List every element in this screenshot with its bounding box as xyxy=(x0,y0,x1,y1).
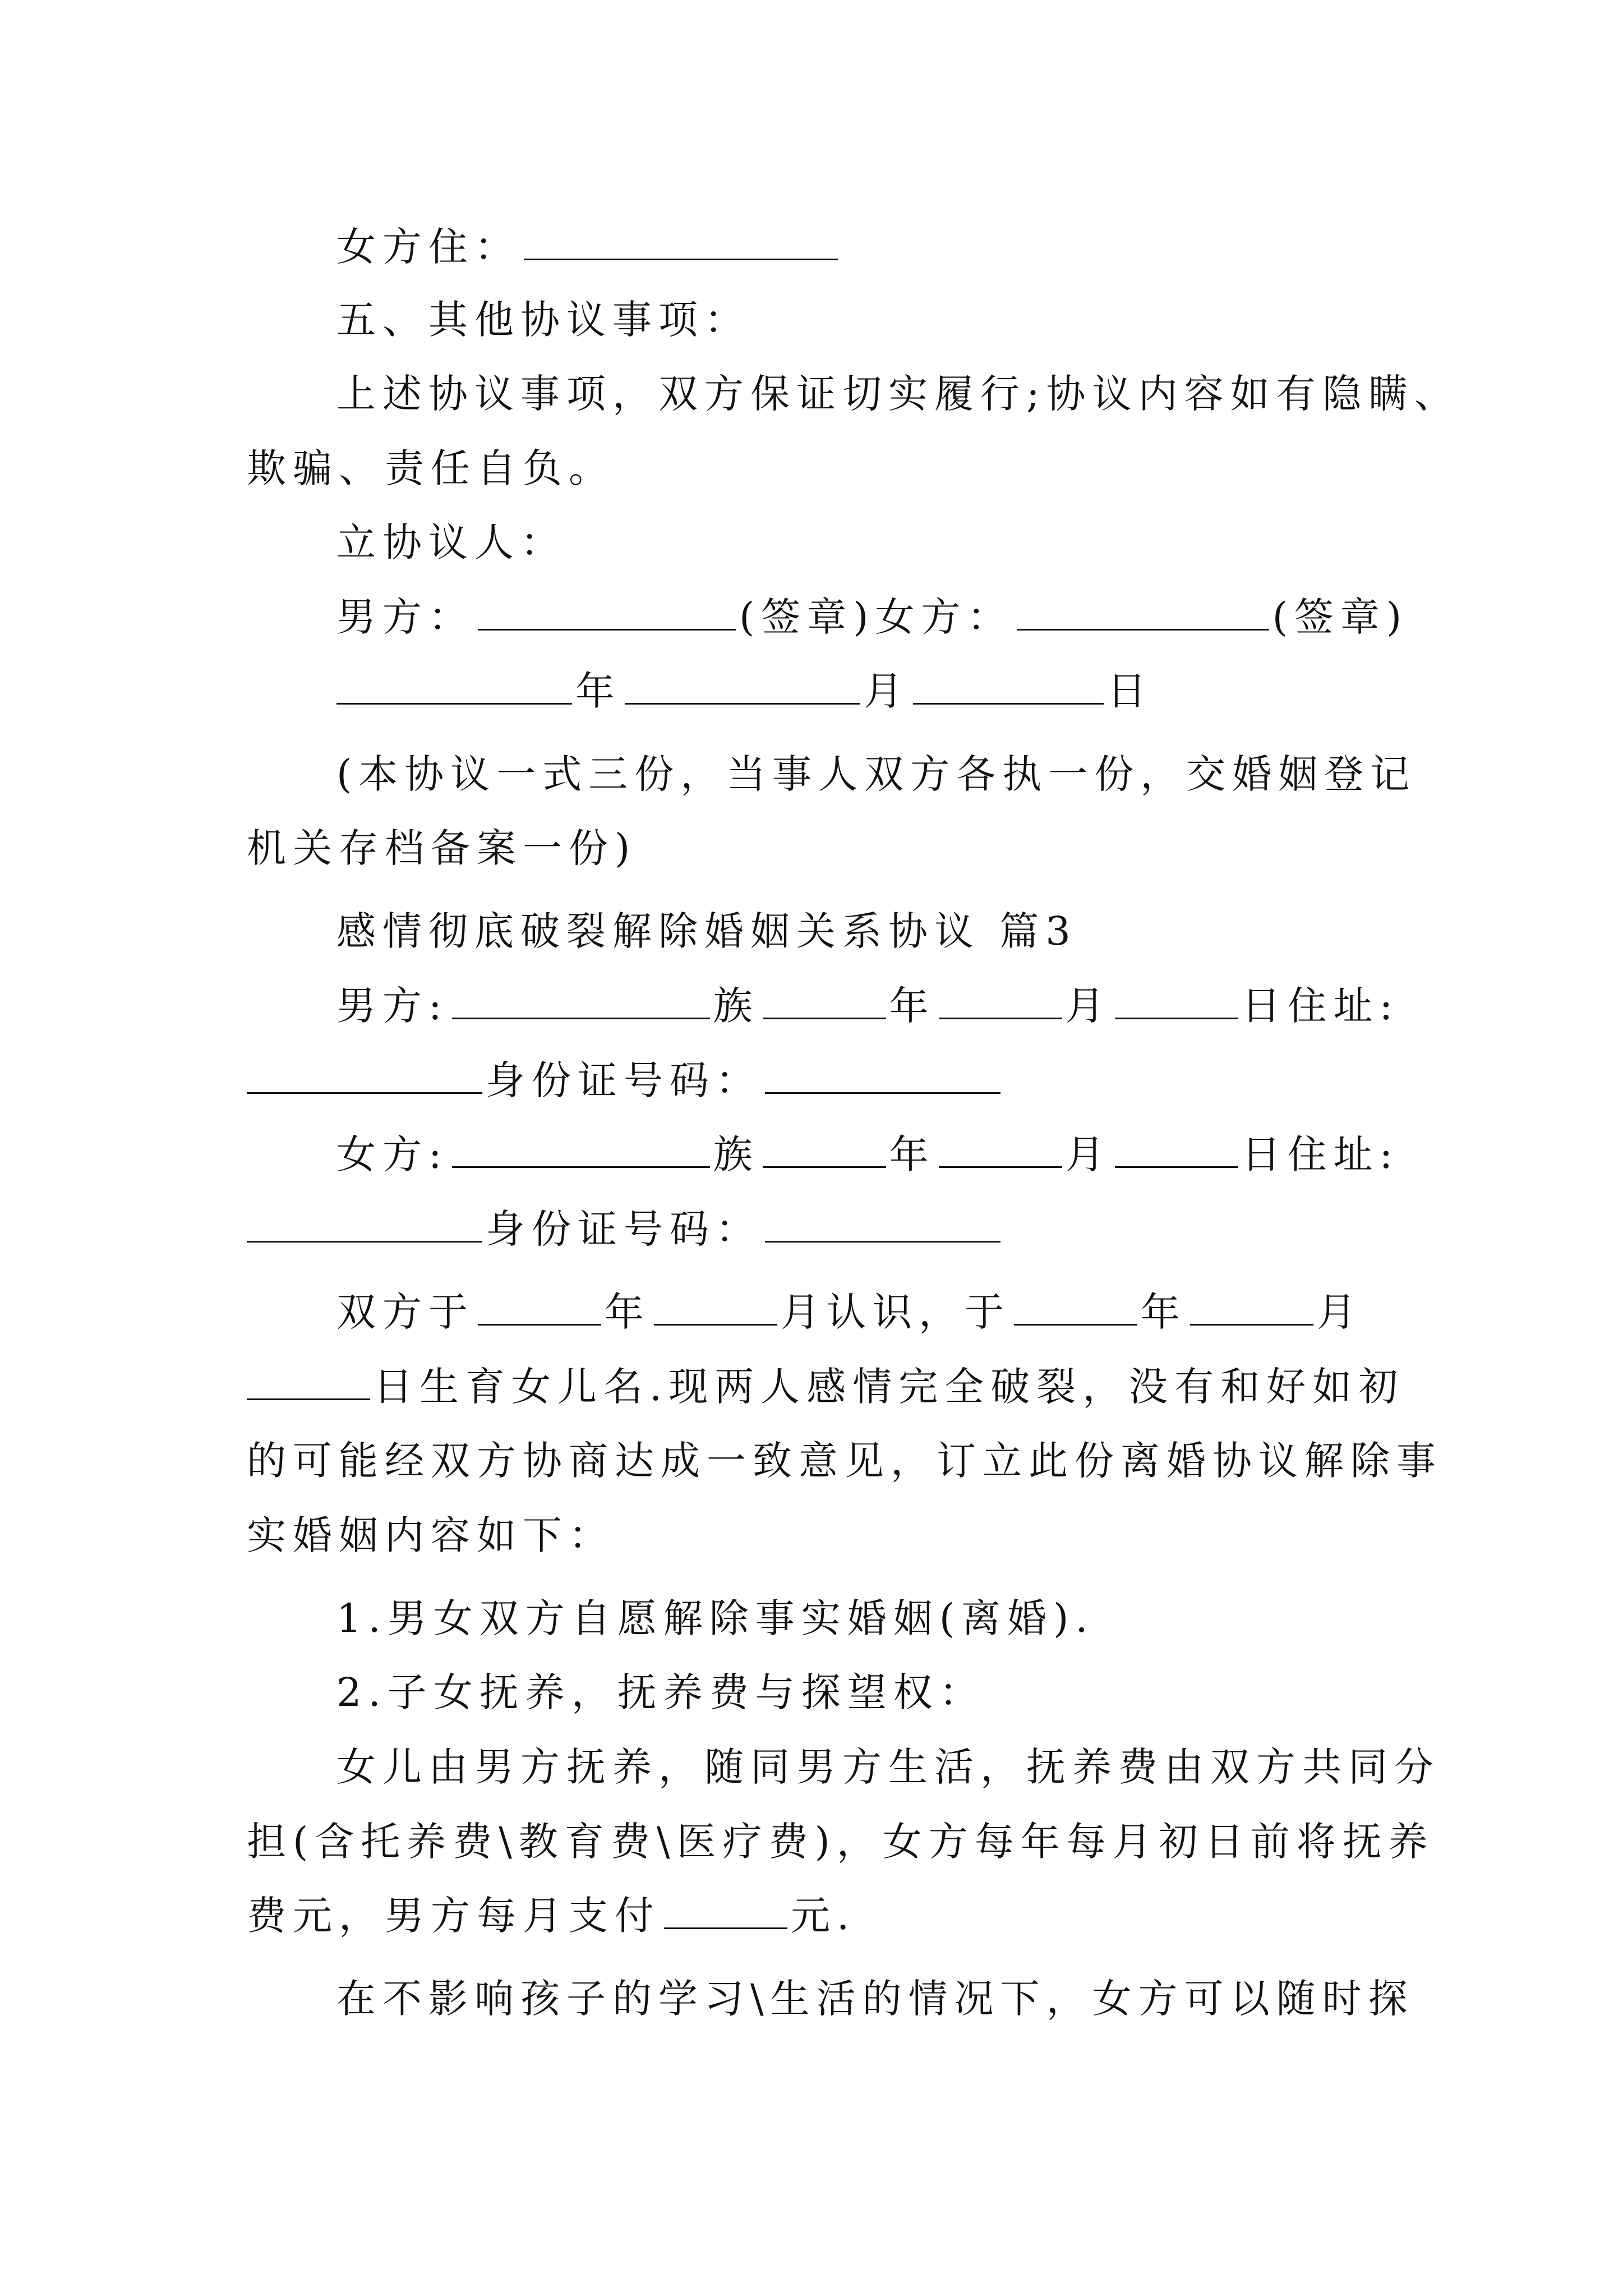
paragraph-line: 实婚姻内容如下： xyxy=(247,1512,615,1558)
text-span: 双方于 xyxy=(336,1289,474,1335)
text-span: 费元，男方每月支付 xyxy=(247,1893,661,1939)
text-span: 月认识，于 xyxy=(781,1289,1011,1335)
month-label: 月 xyxy=(1065,1131,1112,1177)
paragraph-line: 上述协议事项，双方保证切实履行;协议内容如有隐瞒、 xyxy=(336,371,1460,417)
month-label: 月 xyxy=(1317,1289,1363,1335)
female-signature-blank xyxy=(1017,594,1269,631)
day-blank xyxy=(913,668,1104,705)
paragraph-line: 机关存档备案一份) xyxy=(247,825,637,871)
male-label: 男方: xyxy=(336,983,449,1029)
female-label: 女方: xyxy=(336,1131,449,1177)
month-label: 月 xyxy=(1065,983,1112,1029)
year-label: 年 xyxy=(1141,1289,1187,1335)
section-five-heading: 五、其他协议事项： xyxy=(336,297,750,343)
id-number-label: 身份证号码： xyxy=(486,1206,762,1252)
year-label: 年 xyxy=(605,1289,651,1335)
paragraph-line: 的可能经双方协商达成一致意见，订立此份离婚协议解除事 xyxy=(247,1438,1442,1484)
year-blank xyxy=(478,1289,601,1326)
ethnicity-label: 族 xyxy=(713,1131,759,1177)
amount-blank xyxy=(664,1893,787,1929)
female-address-blank xyxy=(524,224,838,260)
year-blank xyxy=(939,1131,1062,1168)
paragraph-line: 欺骗、责任自负。 xyxy=(247,445,615,491)
male-signature-blank xyxy=(478,594,736,631)
paragraph-line xyxy=(247,1359,1405,1415)
year-label: 年 xyxy=(889,1131,935,1177)
seal-label: (签章) xyxy=(1272,594,1409,640)
address-label: 日住址: xyxy=(1241,1131,1400,1177)
clause-two: 2.子女抚养，抚养费与探望权： xyxy=(336,1669,985,1715)
agreement-title: 感情彻底破裂解除婚姻关系协议 篇3 xyxy=(336,908,1077,954)
month-label: 月 xyxy=(864,668,910,714)
month-blank xyxy=(1190,1289,1313,1326)
year-blank xyxy=(336,668,572,705)
text-span: 元. xyxy=(791,1893,856,1939)
female-id-line xyxy=(247,1201,1391,1257)
paragraph-line: 担(含托养费\教育费\医疗费)，女方每年每月初日前将抚养 xyxy=(247,1819,1435,1865)
male-info-line xyxy=(336,978,1481,1034)
paragraph-line: 在不影响孩子的学习\生活的情况下，女方可以随时探 xyxy=(336,1976,1414,2022)
paragraph-line: (本协议一式三份，当事人双方各执一份，交婚姻登记 xyxy=(336,751,1417,797)
signatories-label: 立协议人： xyxy=(336,519,566,565)
year-blank xyxy=(939,983,1062,1019)
address-label: 日住址: xyxy=(1241,983,1400,1029)
month-blank xyxy=(625,668,860,705)
female-address-label: 女方住： xyxy=(336,224,520,270)
text-span: 日生育女儿名.现两人感情完全破裂，没有和好如初 xyxy=(374,1364,1405,1410)
year-label: 年 xyxy=(889,983,935,1029)
ethnicity-blank xyxy=(763,983,886,1019)
support-payment-line xyxy=(247,1888,1391,1944)
year-label: 年 xyxy=(575,668,621,714)
acquaintance-line xyxy=(336,1284,1481,1340)
address-blank xyxy=(247,1057,482,1094)
signature-line xyxy=(336,589,1481,645)
day-label: 日 xyxy=(1107,668,1153,714)
day-blank xyxy=(247,1364,370,1400)
male-label: 男方： xyxy=(336,594,474,640)
id-number-blank xyxy=(765,1206,1000,1243)
address-blank xyxy=(247,1206,482,1243)
name-blank xyxy=(452,1131,710,1168)
date-line xyxy=(336,663,1481,719)
year-blank xyxy=(1014,1289,1137,1326)
female-info-line xyxy=(336,1126,1481,1182)
ethnicity-blank xyxy=(763,1131,886,1168)
id-number-blank xyxy=(765,1057,1000,1094)
id-number-label: 身份证号码： xyxy=(486,1057,762,1103)
female-address-line xyxy=(336,219,1481,275)
male-id-line xyxy=(247,1052,1391,1108)
name-blank xyxy=(452,983,710,1019)
ethnicity-label: 族 xyxy=(713,983,759,1029)
month-blank xyxy=(654,1289,777,1326)
seal-female-label: (签章)女方： xyxy=(739,594,1013,640)
paragraph-line: 女儿由男方抚养，随同男方生活，抚养费由双方共同分 xyxy=(336,1744,1440,1790)
clause-one: 1.男女双方自愿解除事实婚姻(离婚). xyxy=(336,1595,1095,1641)
month-blank xyxy=(1115,983,1238,1019)
month-blank xyxy=(1115,1131,1238,1168)
